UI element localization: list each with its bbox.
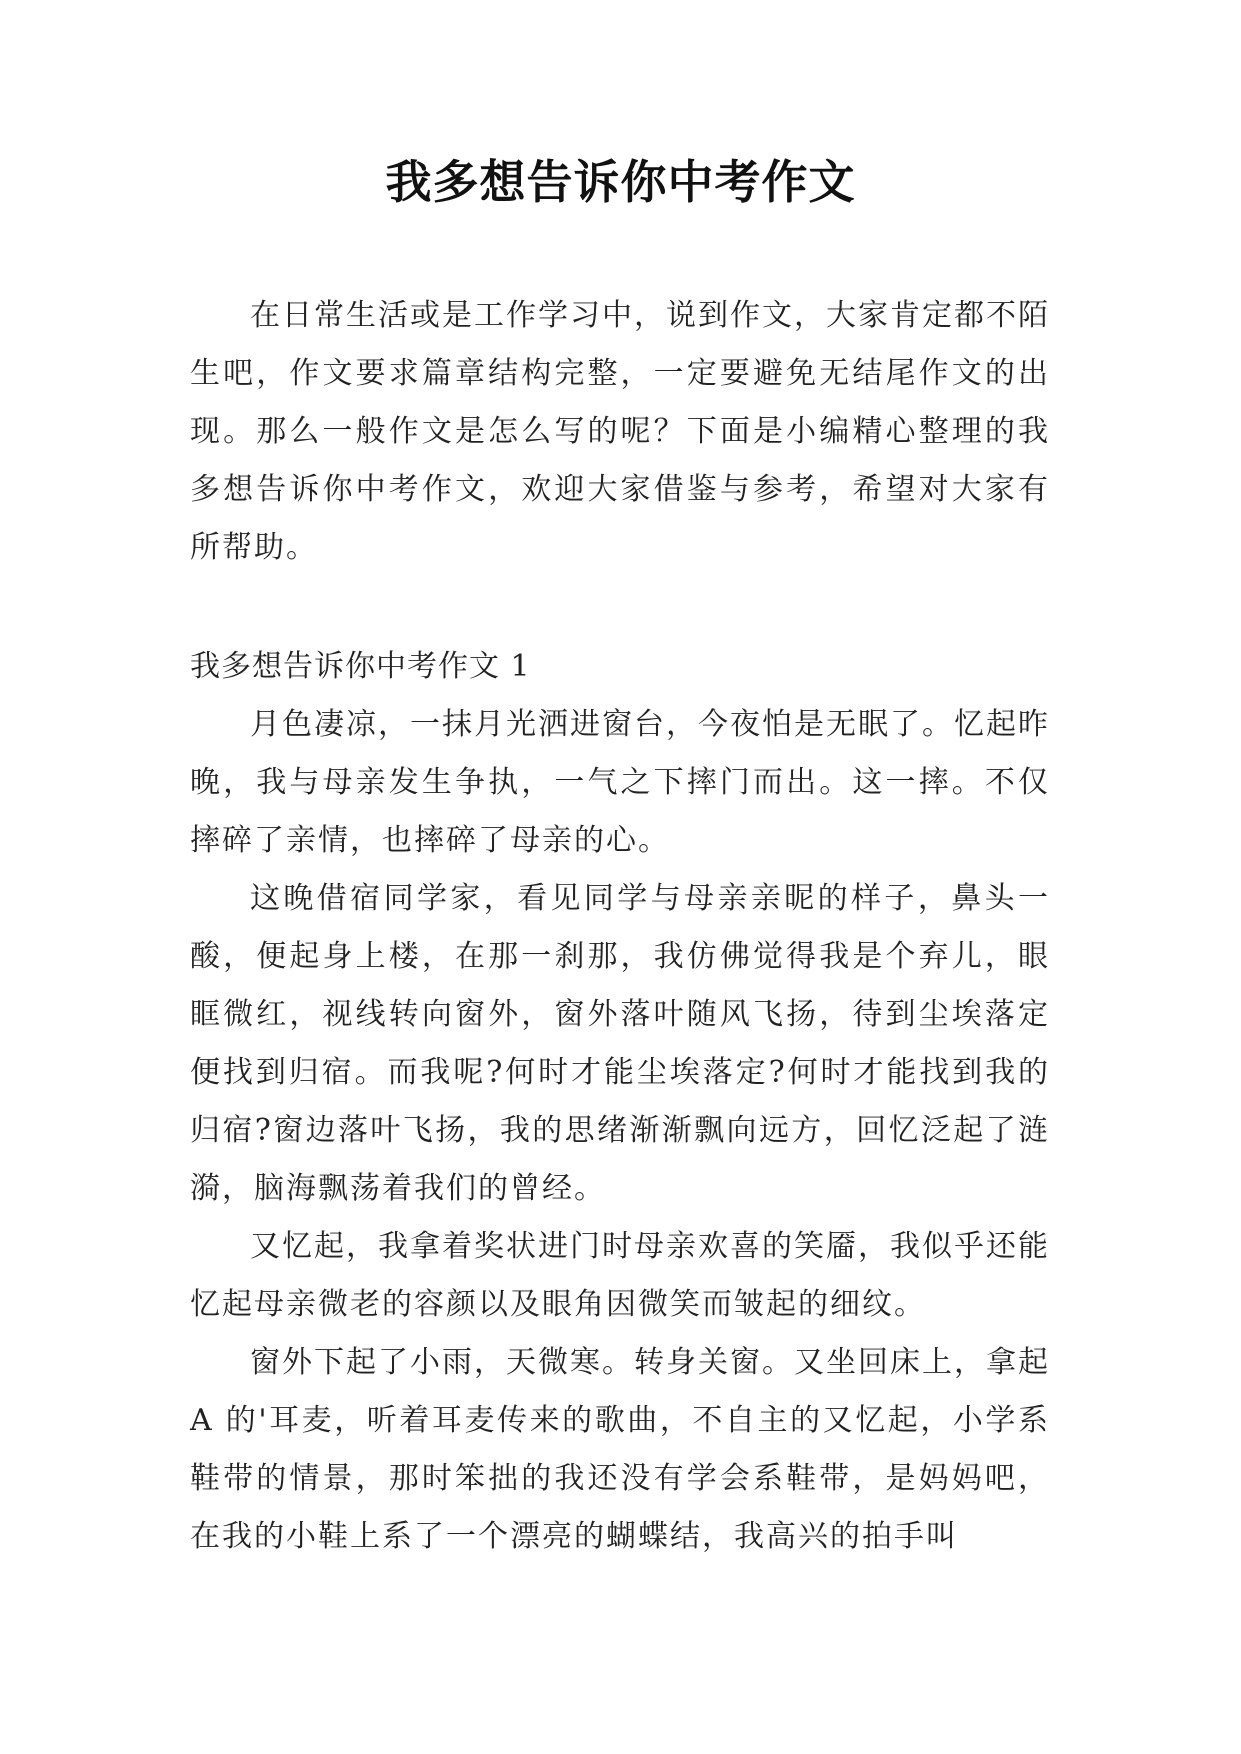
essay-paragraph-4: 窗外下起了小雨，天微寒。转身关窗。又坐回床上，拿起 A 的'耳麦，听着耳麦传来的歌曲，不自主的又忆起，小学系鞋带的情景，那时笨拙的我还没有学会系鞋带，是妈妈吧，在我的小鞋上系了一个漂亮的蝴蝶结，我高兴的拍手叫 (190, 1345, 1050, 1554)
intro-paragraph: 在日常生活或是工作学习中，说到作文，大家肯定都不陌生吧，作文要求篇章结构完整，一定要避免无结尾作文的出现。那么一般作文是怎么写的呢？下面是小编精心整理的我多想告诉你中考作文，欢迎大家借鉴与参考，希望对大家有所帮助。 (190, 298, 1050, 565)
essay-paragraph-3: 又忆起，我拿着奖状进门时母亲欢喜的笑靥，我似乎还能忆起母亲微老的容颜以及眼角因微笑而皱起的细纹。 (190, 1229, 1050, 1322)
intro-section (190, 287, 1050, 577)
essay-paragraph-1: 月色凄凉，一抹月光洒进窗台，今夜怕是无眠了。忆起昨晚，我与母亲发生争执，一气之下摔门而出。这一摔。不仅摔碎了亲情，也摔碎了母亲的心。 (190, 707, 1050, 858)
essay-section (190, 638, 1050, 1566)
document-title: 我多想告诉你中考作文 (385, 155, 856, 209)
essay-heading: 我多想告诉你中考作文 1 (190, 649, 531, 684)
essay-paragraph-2: 这晚借宿同学家，看见同学与母亲亲昵的样子，鼻头一酸，便起身上楼，在那一刹那，我仿佛觉得我是个弃儿，眼眶微红，视线转向窗外，窗外落叶随风飞扬，待到尘埃落定便找到归宿。而我呢?何时才能尘埃落定?何时才能找到我的归宿?窗边落叶飞扬，我的思绪渐渐飘向远方，回忆泛起了涟漪，脑海飘荡着我们的曾经。 (190, 881, 1050, 1206)
